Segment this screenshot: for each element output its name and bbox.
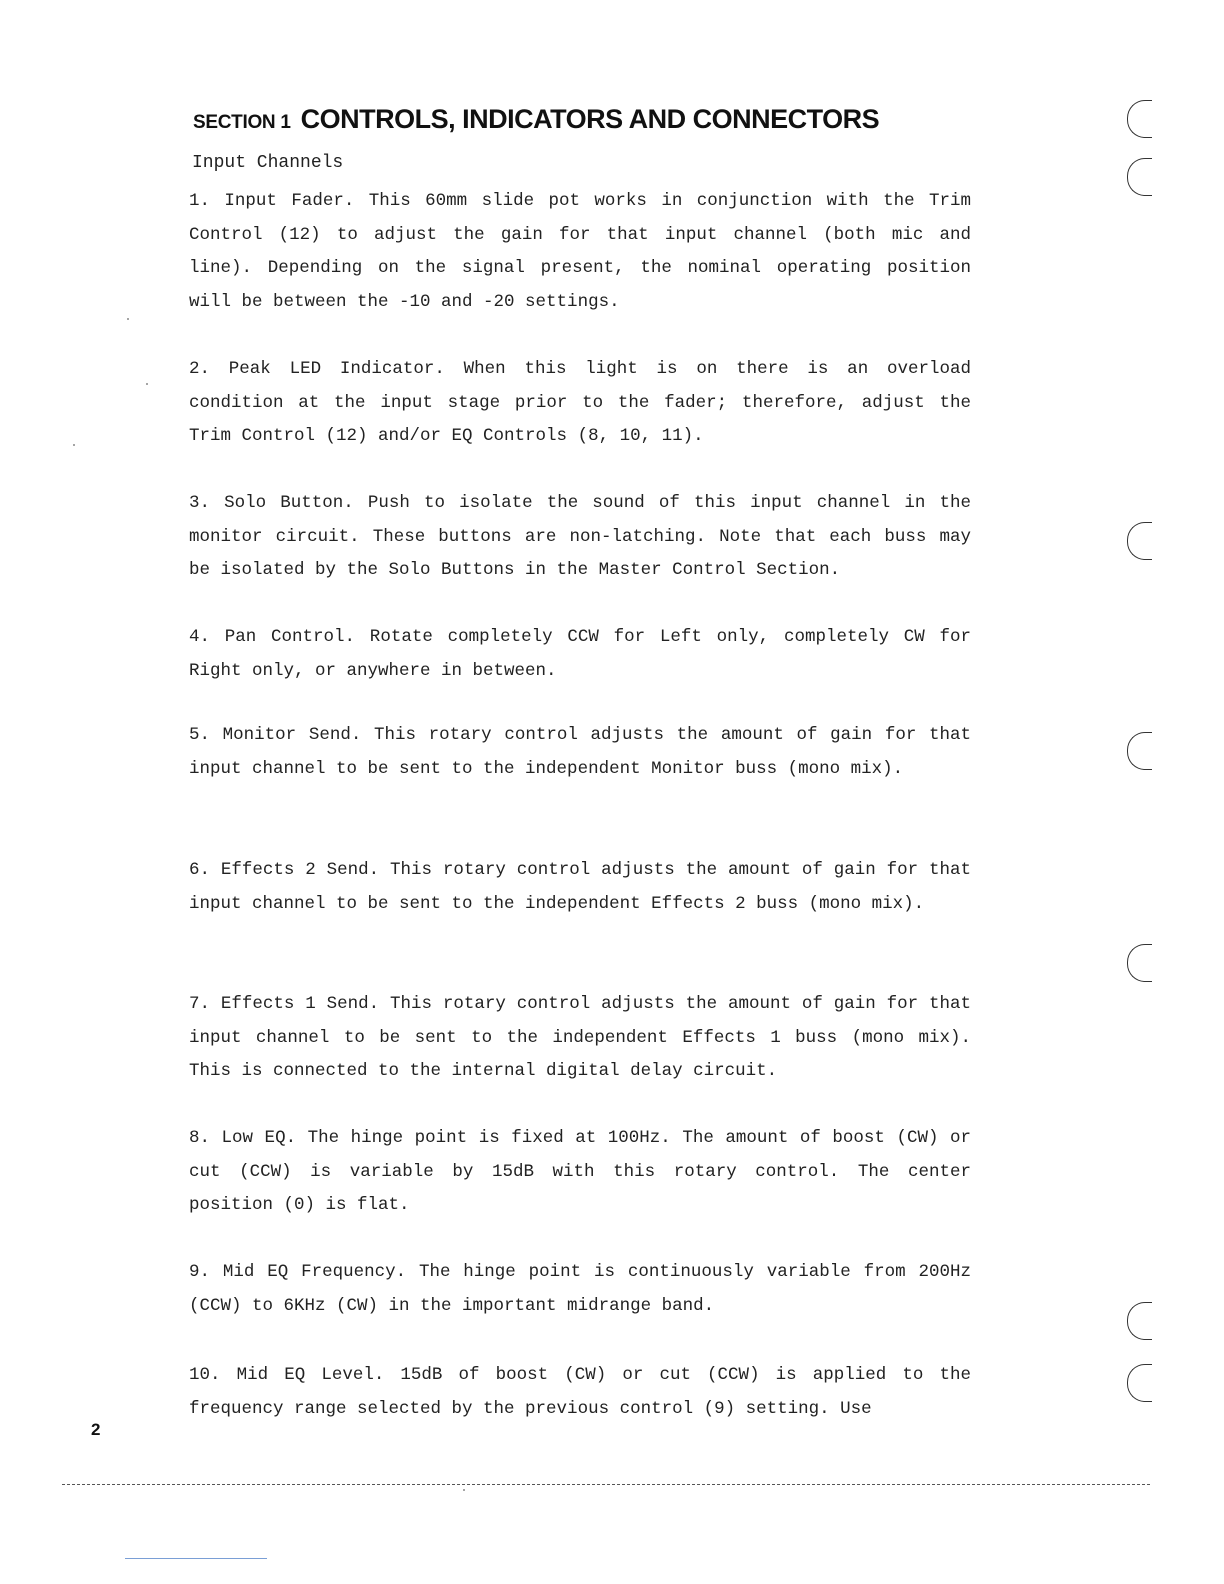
paragraph-effects-1-send: 7. Effects 1 Send. This rotary control adjusts the amount of gain for that input channel to be sent to the independent Effects 1 buss (mono mix). This is connected to the internal digital delay circuit. (189, 994, 971, 1082)
paragraph-pan-control: 4. Pan Control. Rotate completely CCW for Left only, completely CW for Right only, or anywhere in between. (189, 627, 971, 681)
section-label: SECTION 1 (193, 112, 291, 133)
page-number: 2 (91, 1420, 101, 1439)
scan-blue-line (125, 1558, 267, 1559)
paragraph-effects-2-send: 6. Effects 2 Send. This rotary control adjusts the amount of gain for that input channel to be sent to the independent Effects 2 buss (mono mix). (189, 860, 971, 914)
binder-hole-mark (1127, 1364, 1152, 1402)
section-heading (193, 104, 879, 135)
scan-speck (73, 444, 75, 446)
paragraph-mid-eq-frequency: 9. Mid EQ Frequency. The hinge point is continuously variable from 200Hz (CCW) to 6KHz (CW) in the important midrange band. (189, 1262, 971, 1316)
paragraph-solo-button: 3. Solo Button. Push to isolate the sound of this input channel in the monitor circuit. These buttons are non-latching. Note that each buss may be isolated by the Solo Buttons in the Master Control Section. (189, 493, 971, 581)
scan-speck (463, 1489, 465, 1491)
subheading-input-channels: Input Channels (192, 153, 344, 173)
binder-hole-mark (1127, 944, 1152, 982)
paragraph-input-fader: 1. Input Fader. This 60mm slide pot works in conjunction with the Trim Control (12) to adjust the gain for that input channel (both mic and line). Depending on the signal present, the nominal operating position will be between the -10 and -20 settings. (189, 191, 971, 312)
binder-hole-mark (1127, 522, 1152, 560)
scan-speck (127, 318, 129, 320)
section-title: CONTROLS, INDICATORS AND CONNECTORS (300, 104, 880, 134)
paragraph-low-eq: 8. Low EQ. The hinge point is fixed at 100Hz. The amount of boost (CW) or cut (CCW) is variable by 15dB with this rotary control. The center position (0) is flat. (189, 1128, 971, 1216)
binder-hole-mark (1127, 1302, 1152, 1340)
scan-edge-line (62, 1484, 1150, 1485)
binder-hole-mark (1127, 100, 1152, 138)
binder-hole-mark (1127, 158, 1152, 196)
paragraph-peak-led: 2. Peak LED Indicator. When this light is on there is an overload condition at the input stage prior to the fader; therefore, adjust the Trim Control (12) and/or EQ Controls (8, 10, 11). (189, 359, 971, 447)
binder-hole-mark (1127, 732, 1152, 770)
paragraph-monitor-send: 5. Monitor Send. This rotary control adjusts the amount of gain for that input channel to be sent to the independent Monitor buss (mono mix). (189, 725, 971, 779)
scan-speck (146, 383, 148, 385)
paragraph-mid-eq-level: 10. Mid EQ Level. 15dB of boost (CW) or cut (CCW) is applied to the frequency range selected by the previous control (9) setting. Use (189, 1365, 971, 1419)
